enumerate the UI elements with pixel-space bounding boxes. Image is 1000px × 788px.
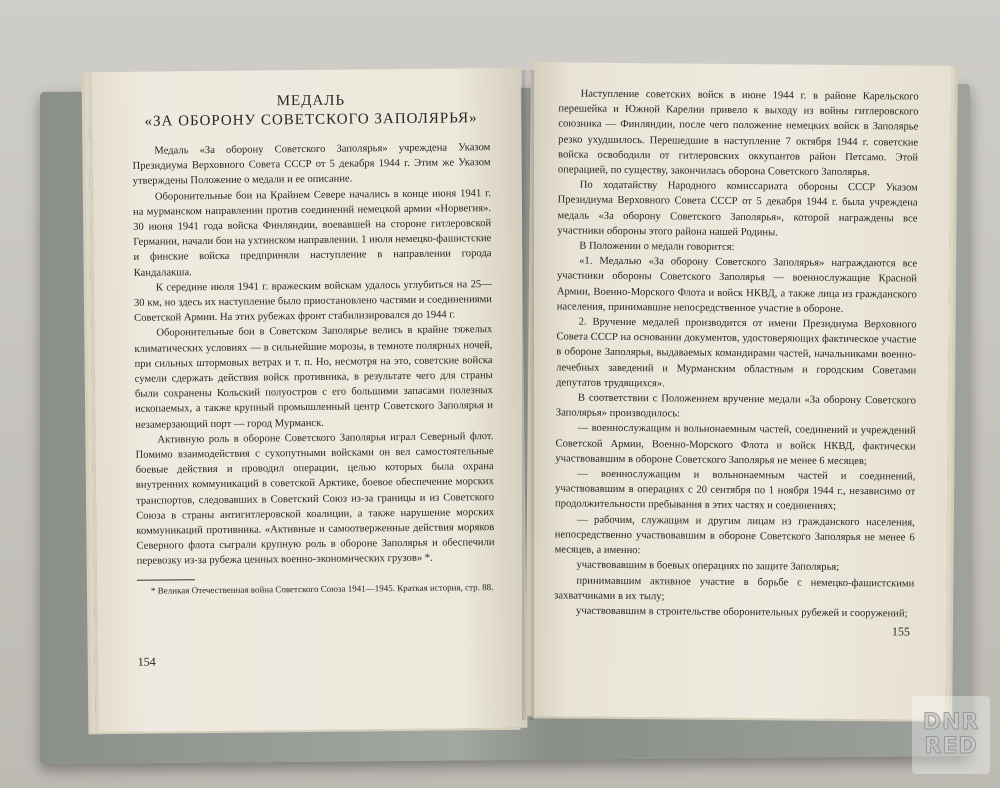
heading-line-1: МЕДАЛЬ: [276, 92, 346, 110]
book-gutter: [522, 70, 534, 720]
watermark-line-2: RED: [924, 734, 978, 759]
watermark-line-1: DNR: [922, 710, 980, 735]
chapter-heading: [132, 90, 490, 132]
right-paragraph: В Положении о медали говорится:: [579, 240, 735, 253]
left-paragraph: Оборонительные бои на Крайнем Севере начались в конце июня 1941 г. на мурманском направлении против соединений немецкой армии «Норвегия». 30 июня 1941 года войска Финляндии, воевавшей на стороне гитлеровской Германии, начали бои на ухтинском направлении. 1 июля немецко-фашистские и финские войска предприняли наступление в направлении города Кандалакша.: [132, 187, 492, 279]
footnote: * Великая Отечественная война Советского Союза 1941—1945. Краткая история, стр. 88.: [150, 581, 494, 596]
page-number-right: 155: [891, 624, 910, 639]
left-paragraph: Активную роль в обороне Советского Заполярья играл Северный флот. Помимо взаимодействия с сухопутными войсками он вел самостоятельные боевые действия и проводил операции, целью которых была охрана внутренних коммуникаций в советской Арктике, боевое обеспечение морских транспортов, следовавших в Советский Союз из-за границы и из Советского Союза в страны антигитлеровской коалиции, а также нарушение морских коммуникаций противника. «Активные и самоотверженные действия моряков Северного флота сыграли крупную роль в обороне Заполярья и обеспечили перевозку из-за рубежа ценных военно-экономических грузов» *.: [135, 430, 495, 568]
right-paragraph: 2. Вручение медалей производится от имени Президиума Верховного Совета СССР на основании документов, удостоверяющих фактическое участие в обороне Заполярья, выдаваемых командирами частей, начальниками военно-лечебных заведений и Мурманским областным и городским Советами депутатов трудящихся».: [556, 316, 917, 390]
right-page: [525, 62, 951, 720]
right-paragraph: — военнослужащим и вольнонаемным частей и соединений, участвовавшим в операциях с 20 сентября по 1 ноября 1944 г., независимо от продолжительности пребывания в этих частях и соединениях;: [554, 468, 916, 513]
right-paragraph: По ходатайству Народного комиссариата обороны СССР Указом Президиума Верховного Совета СССР от 5 декабря 1944 г. была учреждена медаль «За оборону Советского Заполярья», которой награждены все участники обороны этого района нашей Родины.: [557, 179, 918, 239]
right-page-text: [554, 86, 919, 621]
heading-line-2: «ЗА ОБОРОНУ СОВЕТСКОГО ЗАПОЛЯРЬЯ»: [144, 110, 478, 130]
right-paragraph: В соответствии с Положением вручение медали «За оборону Советского Заполярья» производилось:: [555, 392, 916, 420]
footnote-divider: [137, 579, 195, 581]
watermark-logo: [912, 696, 990, 774]
right-paragraph: участвовавшим в боевых операциях по защите Заполярья;: [576, 559, 840, 574]
right-paragraph: участвовавшим в строительстве оборонительных рубежей и сооружений;: [576, 605, 908, 620]
left-page-text: [132, 90, 495, 596]
right-paragraph: Наступление советских войск в июне 1944 г. в районе Карельского перешейка и Южной Карелии привело к выходу из войны гитлеровского союзника — Финляндии, после чего положение немецких войск в Заполярье резко ухудшилось. Перешедшие в наступление 7 октября 1944 г. советские войска освободили от гитлеровских оккупантов район Петсамо. Этой операцией, по существу, закончилась оборона Советского Заполярья.: [557, 88, 919, 179]
right-paragraph: «1. Медалью «За оборону Советского Заполярья» награждаются все участники обороны Советского Заполярья — военнослужащие Красной Армии, Военно-Морского Флота и войск НКВД, а также лица из гражданского населения, принимавшие непосредственное участие в обороне.: [556, 255, 918, 315]
left-paragraph: Оборонительные бои в Советском Заполярье велись в крайне тяжелых климатических условиях — в сильнейшие морозы, в темноте полярных ночей, при сильных штормовых ветрах и т. п. Но, несмотря на это, советские войска сумели сдержать действия войск противника, в результате чего для страны были сохранены Кольский полуостров с его большими запасами полезных ископаемых, а также крупный промышленный центр Советского Заполярья и незамерзающий порт — город Мурманск.: [134, 324, 494, 431]
left-paragraph: Медаль «За оборону Советского Заполярья» учреждена Указом Президиума Верховного Совета СССР от 5 декабря 1944 г. Этим же Указом утверждены Положение о медали и ее описание.: [132, 142, 491, 188]
left-paragraph: К середине июля 1941 г. вражеским войскам удалось углубиться на 25—30 км, но здесь их наступление было приостановлено частями и соединениями Советской Армии. На этих рубежах фронт стабилизировался до 1944 г.: [133, 278, 493, 325]
page-number-left: 154: [137, 654, 156, 669]
right-paragraph: принимавшим активное участие в борьбе с немецко-фашистскими захватчиками в их тылу;: [554, 575, 915, 603]
right-paragraph: — рабочим, служащим и другим лицам из гражданского населения, непосредственно участвовавшим в обороне Советского Заполярья не менее 6 месяцев, а именно:: [554, 514, 915, 557]
left-page: [89, 68, 528, 732]
right-paragraph: — военнослужащим и вольнонаемным частей, соединений и учреждений Советской Армии, Военно-Морского Флота и войск НКВД, фактически участвовавшим в обороне Советского Заполярья не менее 6 месяцев;: [555, 423, 916, 468]
